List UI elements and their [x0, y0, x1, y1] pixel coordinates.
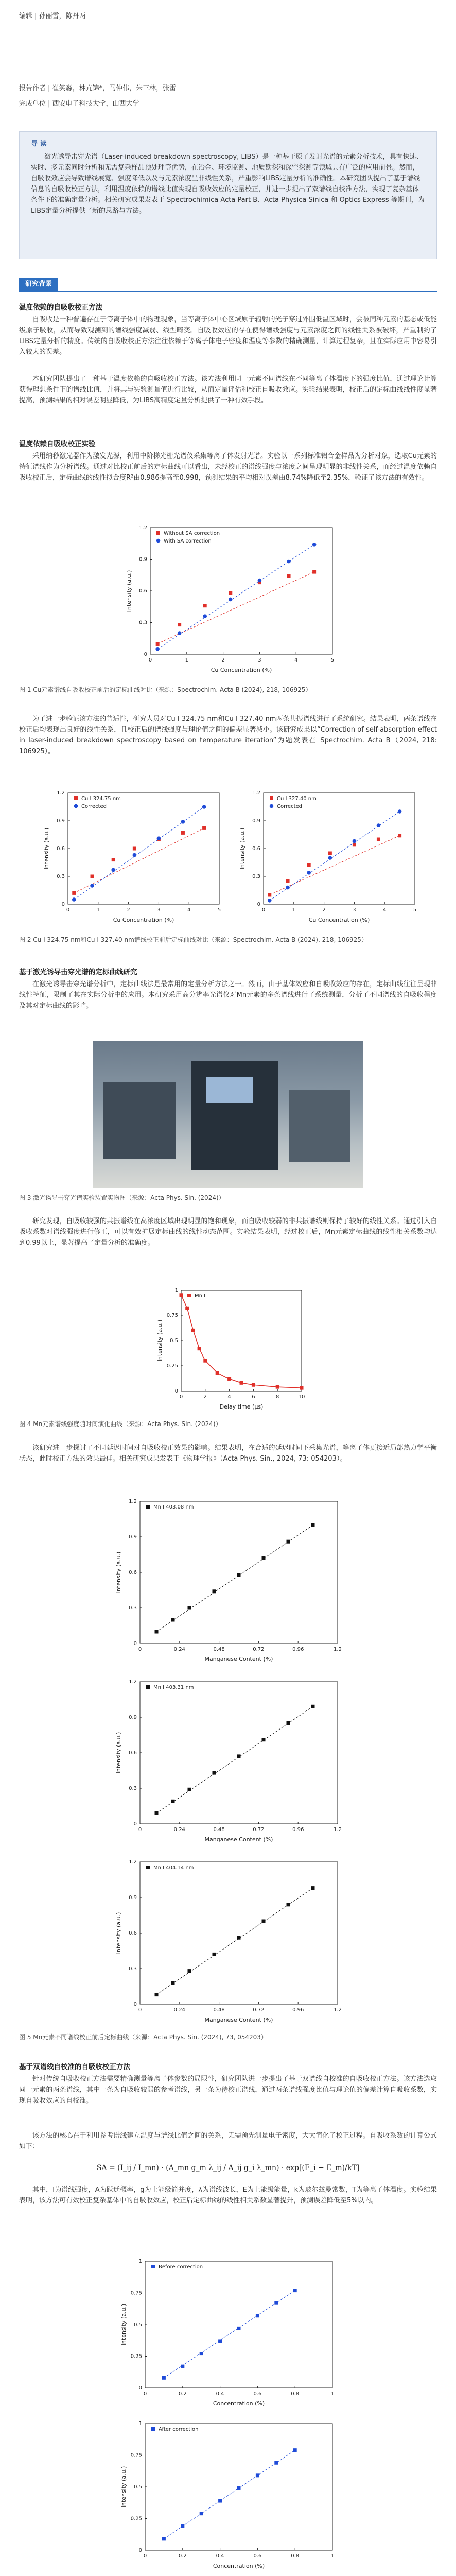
- y-tick-label: 0: [133, 2002, 137, 2007]
- legend-marker: [146, 1866, 150, 1869]
- legend-marker: [151, 2427, 155, 2431]
- data-point: [203, 604, 207, 607]
- legend-marker: [270, 796, 273, 800]
- data-point: [274, 2301, 278, 2305]
- data-point: [112, 858, 115, 861]
- x-tick-label: 1.2: [334, 1827, 342, 1833]
- data-point: [216, 1371, 219, 1375]
- data-point: [237, 2327, 241, 2330]
- data-point: [328, 856, 332, 860]
- y-tick-label: 0.6: [252, 846, 260, 852]
- y-tick-label: 0.5: [134, 2322, 142, 2328]
- x-tick-label: 0.72: [253, 1827, 265, 1833]
- x-tick-label: 0.96: [292, 1827, 304, 1833]
- y-tick-label: 0.6: [129, 1750, 137, 1756]
- x-tick-label: 2: [203, 1394, 207, 1400]
- x-axis-label: Concentration (%): [213, 2400, 265, 2407]
- legend-label: Mn I: [195, 1293, 206, 1299]
- experiment-setup-photo: [93, 1041, 363, 1188]
- y-tick-label: 0: [138, 2385, 142, 2391]
- x-tick-label: 0.72: [253, 2007, 265, 2013]
- legend-label: Mn I 404.14 nm: [153, 1865, 194, 1871]
- x-tick-label: 2: [221, 657, 225, 663]
- x-tick-label: 0.72: [253, 1647, 265, 1652]
- data-point: [311, 1886, 315, 1890]
- x-tick-label: 4: [187, 907, 191, 913]
- data-point: [178, 631, 182, 635]
- data-point: [311, 1705, 315, 1708]
- x-tick-label: 1: [292, 907, 295, 913]
- data-point: [185, 1307, 189, 1310]
- data-point: [213, 1589, 216, 1593]
- legend-marker: [156, 539, 161, 543]
- legend-label: Cu I 324.75 nm: [81, 796, 121, 802]
- data-point: [293, 2289, 297, 2292]
- section-title-background: 研究背景: [19, 278, 58, 291]
- y-tick-label: 0: [133, 1821, 137, 1827]
- x-tick-label: 8: [276, 1394, 279, 1400]
- data-point: [287, 560, 291, 564]
- legend-label: Corrected: [277, 804, 302, 809]
- abstract-box: [19, 131, 437, 259]
- data-point: [237, 2486, 241, 2490]
- y-tick-label: 0.9: [129, 1534, 137, 1540]
- data-point: [218, 2339, 222, 2343]
- legend-marker: [146, 1505, 150, 1509]
- data-point: [111, 868, 115, 872]
- legend-label: After correction: [159, 2427, 199, 2432]
- data-point: [287, 1903, 290, 1906]
- data-point: [256, 2473, 259, 2477]
- x-tick-label: 5: [330, 657, 335, 663]
- y-tick-label: 1.2: [252, 790, 260, 796]
- legend-marker: [270, 804, 274, 808]
- paragraph: 其中，I为谱线强度，A为跃迁概率，g为上能级简并度，λ为谱线波长，E为上能级能量，k为玻尔兹曼常数，T为等离子体温度。实验结果表明，该方法可有效校正复杂基体中的自吸收效应，校正后定标曲线的线性相关系数显著提升，预测误差降低至5%以内。: [19, 2186, 437, 2205]
- y-tick-label: 1: [174, 1287, 178, 1293]
- data-point: [287, 1721, 290, 1725]
- y-axis-label: Intensity (a.u.): [156, 1319, 163, 1362]
- paragraph: 本研究团队提出了一种基于温度依赖的自吸收校正方法。该方法利用同一元素不同谱线在不同等离子体温度下的强度比值，通过理论计算获得理想条件下的谱线比值，并将其与实验测量值进行比较，从而定量评估和校正自吸收效应。实验结果表明，校正后的定标曲线线性度显著提高，预测结果的相对误差明显降低，为LIBS高精度定量分析提供了一种有效手段。: [19, 375, 437, 404]
- data-point: [237, 1573, 241, 1577]
- legend-label: Corrected: [81, 804, 107, 809]
- y-tick-label: 0.9: [129, 1715, 137, 1720]
- y-axis-label: Intensity (a.u.): [115, 1551, 122, 1594]
- data-point: [274, 2461, 278, 2465]
- data-point: [268, 893, 271, 897]
- y-tick-label: 0.3: [129, 1605, 137, 1611]
- data-point: [377, 838, 380, 841]
- data-point: [203, 1359, 207, 1363]
- plot-frame: [181, 1290, 302, 1391]
- data-point: [227, 1377, 231, 1381]
- plot-frame: [140, 1501, 338, 1643]
- y-axis-label: Intensity (a.u.): [120, 2466, 127, 2508]
- y-axis-label: Intensity (a.u.): [115, 1912, 122, 1954]
- x-tick-label: 5: [217, 907, 221, 913]
- y-tick-label: 0.9: [252, 818, 260, 824]
- y-tick-label: 0.9: [57, 818, 65, 824]
- figure-4-chart: [154, 1283, 309, 1412]
- data-point: [200, 2352, 203, 2355]
- data-point: [188, 1969, 191, 1973]
- figure-6-panel-b: [118, 2416, 340, 2571]
- y-tick-label: 0.5: [170, 1338, 178, 1344]
- x-axis-label: Manganese Content (%): [204, 2016, 273, 2023]
- data-point: [133, 853, 137, 857]
- y-tick-label: 0.3: [57, 874, 65, 879]
- y-tick-label: 0.3: [129, 1786, 137, 1791]
- x-tick-label: 0.48: [213, 2007, 225, 2013]
- data-point: [258, 579, 262, 583]
- y-tick-label: 0: [61, 902, 65, 907]
- y-tick-label: 0.3: [252, 874, 260, 879]
- x-tick-label: 0: [138, 2007, 142, 2013]
- data-point: [155, 1993, 159, 1996]
- x-tick-label: 4: [227, 1394, 231, 1400]
- legend-label: With SA correction: [164, 538, 212, 544]
- data-point: [353, 839, 357, 843]
- x-axis-label: Manganese Content (%): [204, 1836, 273, 1843]
- data-point: [229, 591, 232, 595]
- subheading-calibration-curve: 基于激光诱导击穿光谱的定标曲线研究: [19, 968, 137, 976]
- y-tick-label: 0.6: [129, 1570, 137, 1575]
- plot-frame: [145, 2261, 332, 2388]
- data-point: [202, 826, 206, 830]
- data-point: [90, 884, 94, 888]
- paragraph: 在激光诱导击穿光谱分析中，定标曲线法是最常用的定量分析方法之一。然而，由于基体效应和自吸收效应的存在，定标曲线往往呈现非线性特征，限制了其在实际分析中的应用。本研究采用高分辨率光谱仪对Mn元素的多条谱线进行了系统测量，分析了不同谱线的自吸收程度及其对定标曲线的影响。: [19, 980, 437, 1010]
- data-point: [262, 1738, 266, 1741]
- x-tick-label: 0: [261, 907, 266, 913]
- data-point: [312, 543, 317, 547]
- data-point: [72, 897, 76, 902]
- x-tick-label: 0.6: [253, 2391, 262, 2397]
- x-tick-label: 4: [383, 907, 387, 913]
- paragraph: 自吸收是一种普遍存在于等离子体中的物理现象，当等离子体中心区域原子辐射的光子穿过外围低温区域时，会被同种元素的基态或低能级原子吸收，从而导致观测到的谱线强度减弱、线型畸变。自吸收效应的存在使得谱线强度与元素浓度之间的线性关系被破坏，严重制约了LIBS定量分析的精度。传统的自吸收校正方法往往依赖于等离子体电子密度和温度等参数的精确测量，计算过程复杂，且在实际应用中容易引入较大的误差。: [19, 316, 437, 356]
- x-tick-label: 10: [298, 1394, 305, 1400]
- data-point: [328, 852, 332, 855]
- paragraph: 采用纳秒激光器作为激发光源，利用中阶梯光栅光谱仪采集等离子体发射光谱。实验以一系列标准铝合金样品为分析对象，选取Cu元素的特征谱线作为分析谱线。通过对比校正前后的定标曲线可以看出，未经校正的谱线强度与浓度之间呈现明显的非线性关系，而经过温度依赖自吸收校正后，定标曲线的线性拟合度R²由0.986提高至0.998，预测结果的平均相对误差由8.74%降低至2.35%，验证了该方法的有效性。: [19, 452, 437, 482]
- y-tick-label: 0.9: [129, 1895, 137, 1901]
- x-tick-label: 0: [143, 2553, 147, 2559]
- x-tick-label: 0: [138, 1827, 142, 1833]
- authors-line: 报告作者 | 崔笑淼，林亢锦*，马仲伟，朱三林，张雷: [19, 84, 177, 92]
- data-point: [188, 1606, 191, 1610]
- y-axis-label: Intensity (a.u.): [43, 827, 50, 870]
- y-tick-label: 0: [138, 2548, 142, 2553]
- data-point: [240, 1381, 243, 1385]
- legend-label: Before correction: [159, 2264, 203, 2270]
- y-tick-label: 1.2: [129, 1679, 137, 1685]
- y-tick-label: 0.6: [129, 1930, 137, 1936]
- data-point: [180, 1293, 183, 1297]
- data-point: [237, 1754, 241, 1758]
- data-point: [171, 1800, 175, 1803]
- y-tick-label: 0.25: [130, 2353, 142, 2360]
- x-axis-label: Cu Concentration (%): [211, 667, 272, 673]
- x-tick-label: 4: [294, 657, 298, 663]
- data-point: [91, 875, 94, 878]
- paragraph: 针对传统自吸收校正方法需要精确测量等离子体参数的局限性，研究团队进一步提出了基于双谱线自校准的自吸收校正方法。该方法选取同一元素的两条谱线，其中一条为自吸收较弱的参考谱线，另一条为待校正谱线，通过两条谱线强度比值与理论值的偏差计算自吸收系数，实现自吸收效应的自校准。: [19, 2075, 437, 2105]
- data-point: [133, 847, 136, 851]
- y-tick-label: 0: [257, 902, 260, 907]
- x-tick-label: 0.4: [216, 2391, 224, 2397]
- y-tick-label: 1.2: [129, 1859, 137, 1865]
- y-tick-label: 0.75: [166, 1313, 178, 1318]
- x-tick-label: 0.6: [253, 2553, 262, 2559]
- x-tick-label: 0: [143, 2391, 147, 2397]
- figure-5-panel-b: [113, 1674, 345, 1844]
- y-tick-label: 0: [144, 652, 147, 657]
- x-tick-label: 2: [127, 907, 130, 913]
- legend-marker: [156, 531, 160, 535]
- data-point: [262, 1556, 266, 1560]
- y-tick-label: 0: [133, 1641, 137, 1647]
- y-tick-label: 1: [138, 2259, 142, 2264]
- abstract-text: 激光诱导击穿光谱（Laser-induced breakdown spectroscopy, LIBS）是一种基于原子发射光谱的元素分析技术，具有快速、实时、多元素同时分析和无需复杂样品预处理等优势，在冶金、环境监测、地质勘探和深空探测等领域具有广泛的应用前景。然而，自吸收效应会导致谱线展宽、强度降低以及与元素浓度呈非线性关系，严重影响LIBS定量分析的准确性。本研究团队提出了基于谱线信息的自吸收校正方法，利用温度依赖的谱线比值实现自吸收效应的定量校正，并进一步提出了双谱线自校准方法，实现了复杂基体条件下的准确定量分析。相关研究成果发表于 Spectrochimica Acta Part B、Acta Physica Sinica 和 Optics Express 等期刊，为LIBS定量分析提供了新的思路与方法。: [31, 153, 425, 215]
- data-point: [181, 2365, 184, 2368]
- x-tick-label: 0.24: [173, 1827, 185, 1833]
- legend-label: Mn I 403.08 nm: [153, 1504, 194, 1510]
- x-tick-label: 0.8: [291, 2553, 300, 2559]
- legend-marker: [74, 796, 78, 800]
- paragraph: 该研究进一步探讨了不同延迟时间对自吸收校正效果的影响。结果表明，在合适的延迟时间下采集光谱，等离子体更接近局部热力学平衡状态，此时校正方法的效果最佳。相关研究成果发表于《物理学报》（Acta Phys. Sin., 2024, 73: 054203）。: [19, 1444, 437, 1463]
- affiliation-line: 完成单位 | 西安电子科技大学，山西大学: [19, 100, 139, 108]
- figure-4-caption: 图 4 Mn元素谱线强度随时间演化曲线（来源：Acta Phys. Sin. (2024)）: [19, 1420, 222, 1428]
- data-point: [191, 1329, 195, 1332]
- paragraph: 该方法的核心在于利用参考谱线建立温度与谱线比值之间的关系，无需预先测量电子密度，大大简化了校正过程。自吸收系数的计算公式如下：: [19, 2132, 437, 2150]
- x-tick-label: 0.2: [178, 2553, 187, 2559]
- x-tick-label: 0.96: [292, 1647, 304, 1652]
- x-tick-label: 0.4: [216, 2553, 224, 2559]
- y-tick-label: 0.6: [139, 588, 147, 594]
- legend-label: Cu I 327.40 nm: [277, 796, 317, 802]
- plot-frame: [140, 1862, 338, 2004]
- data-point: [155, 647, 160, 651]
- data-point: [307, 863, 311, 867]
- x-tick-label: 6: [252, 1394, 255, 1400]
- data-point: [252, 1383, 255, 1387]
- data-point: [300, 1386, 304, 1390]
- data-point: [198, 1347, 201, 1350]
- data-point: [181, 820, 185, 824]
- paragraph: 为了进一步验证该方法的普适性，研究人员对Cu I 324.75 nm和Cu I 327.40 nm两条共振谱线进行了系统研究。结果表明，两条谱线在校正后均表现出良好的线性关系，且校正后的谱线强度与理论值之间的偏差显著减小。该研究成果以“Correction of self-absorption effect in laser-induced breakdown spectroscopy based on temperature iteration”为题发表在 Spectrochim. Acta B（2024, 218: 106925）。: [19, 715, 437, 755]
- data-point: [213, 1953, 216, 1956]
- data-point: [229, 598, 233, 602]
- x-tick-label: 0.48: [213, 1827, 225, 1833]
- x-tick-label: 0.48: [213, 1647, 225, 1652]
- figure-2-panel-a: [41, 786, 226, 925]
- figure-5-panel-a: [113, 1494, 345, 1664]
- plot-frame: [68, 793, 219, 904]
- data-point: [311, 1523, 315, 1527]
- y-tick-label: 0.75: [130, 2452, 142, 2459]
- y-tick-label: 0: [174, 1388, 178, 1394]
- figure-5-panel-c: [113, 1855, 345, 2025]
- data-point: [157, 836, 161, 840]
- data-point: [156, 642, 160, 646]
- data-point: [171, 1618, 175, 1622]
- legend-marker: [187, 1294, 191, 1297]
- y-tick-label: 0.3: [129, 1966, 137, 1972]
- data-point: [398, 834, 401, 837]
- x-tick-label: 0.8: [291, 2391, 300, 2397]
- x-axis-label: Cu Concentration (%): [308, 917, 370, 923]
- y-tick-label: 0.6: [57, 846, 65, 852]
- y-axis-label: Intensity (a.u.): [115, 1732, 122, 1774]
- data-point: [377, 823, 381, 827]
- data-point: [155, 1811, 159, 1815]
- x-tick-label: 0.24: [173, 2007, 185, 2013]
- data-point: [162, 2376, 166, 2380]
- figure-5-caption: 图 5 Mn元素不同谱线校正前后定标曲线（来源：Acta Phys. Sin. (2024), 73, 054203）: [19, 2033, 267, 2041]
- data-point: [286, 879, 290, 883]
- subheading-temperature-correction: 温度依赖的自吸收校正方法: [19, 303, 102, 312]
- data-point: [188, 1788, 191, 1791]
- x-tick-label: 1: [330, 2553, 335, 2559]
- y-axis-label: Intensity (a.u.): [120, 2303, 127, 2346]
- data-point: [237, 1936, 241, 1940]
- data-point: [262, 1920, 266, 1923]
- data-point: [293, 2448, 297, 2452]
- x-tick-label: 0.24: [173, 1647, 185, 1652]
- formula: SA = (I_ij / I_mn) · (A_mn g_m λ_ij / A_ij g_i λ_mn) · exp[(E_i − E_m)/kT]: [96, 2164, 360, 2172]
- legend-marker: [146, 1685, 150, 1689]
- y-axis-label: Intensity (a.u.): [126, 570, 132, 612]
- legend-label: Without SA correction: [164, 531, 220, 536]
- data-point: [287, 1540, 290, 1544]
- data-point: [256, 2314, 259, 2317]
- data-point: [171, 1981, 175, 1985]
- plot-frame: [150, 528, 332, 654]
- data-point: [312, 570, 316, 574]
- data-point: [181, 831, 185, 835]
- x-tick-label: 0: [148, 657, 152, 663]
- y-tick-label: 0.75: [130, 2290, 142, 2296]
- data-point: [72, 891, 76, 895]
- x-tick-label: 3: [157, 907, 161, 913]
- figure-6-panel-a: [118, 2254, 340, 2409]
- y-tick-label: 1.2: [139, 525, 147, 531]
- x-tick-label: 3: [258, 657, 261, 663]
- legend-label: Mn I 403.31 nm: [153, 1685, 194, 1690]
- data-point: [202, 805, 206, 809]
- x-tick-label: 0: [179, 1394, 183, 1400]
- x-axis-label: Manganese Content (%): [204, 1656, 273, 1663]
- y-tick-label: 0.9: [139, 556, 147, 563]
- figure-1-caption: 图 1 Cu元素谱线自吸收校正前后的定标曲线对比（来源：Spectrochim. Acta B (2024), 218, 106925）: [19, 686, 312, 693]
- abstract-heading: 导 读: [31, 140, 47, 148]
- y-tick-label: 1.2: [129, 1499, 137, 1504]
- y-axis-label: Intensity (a.u.): [239, 827, 245, 870]
- paragraph: 研究发现，自吸收较强的共振谱线在高浓度区域出现明显的饱和现象，而自吸收较弱的非共振谱线则保持了较好的线性关系。通过引入自吸收系数对谱线强度进行修正，可以有效扩展定标曲线的线性动态范围。实验结果表明，经过校正后，Mn元素定标曲线的线性相关系数均达到0.99以上，显著提高了定量分析的准确度。: [19, 1217, 437, 1247]
- plot-frame: [140, 1682, 338, 1824]
- x-tick-label: 2: [322, 907, 326, 913]
- x-tick-label: 3: [353, 907, 356, 913]
- x-tick-label: 0.96: [292, 2007, 304, 2013]
- x-tick-label: 0.2: [178, 2391, 187, 2397]
- editor-line: 编辑 | 孙丽雪，陈丹两: [19, 12, 86, 20]
- figure-2-caption: 图 2 Cu I 324.75 nm和Cu I 327.40 nm谱线校正前后定标曲线对比（来源：Spectrochim. Acta B (2024), 218, 106925）: [19, 936, 367, 943]
- section-divider: [19, 291, 437, 292]
- data-point: [286, 886, 290, 890]
- legend-marker: [151, 2265, 155, 2268]
- x-tick-label: 1: [185, 657, 188, 663]
- x-tick-label: 1: [330, 2391, 335, 2397]
- y-tick-label: 0.25: [130, 2516, 142, 2522]
- data-point: [218, 2499, 222, 2503]
- x-tick-label: 1.2: [334, 1647, 342, 1652]
- subheading-experiment: 温度依赖自吸收校正实验: [19, 440, 96, 448]
- data-point: [200, 2512, 203, 2515]
- data-point: [398, 809, 402, 814]
- x-tick-label: 5: [413, 907, 417, 913]
- data-point: [181, 2524, 184, 2528]
- data-point: [307, 871, 311, 875]
- legend-marker: [74, 804, 78, 808]
- data-point: [203, 614, 207, 618]
- data-point: [155, 1630, 159, 1634]
- y-tick-label: 0.3: [139, 620, 147, 626]
- y-tick-label: 1.2: [57, 790, 65, 796]
- figure-1-chart: [124, 520, 340, 675]
- y-tick-label: 0.25: [166, 1363, 178, 1369]
- y-tick-label: 1: [138, 2421, 142, 2427]
- x-axis-label: Cu Concentration (%): [113, 917, 174, 923]
- x-tick-label: 0: [66, 907, 70, 913]
- x-tick-label: 0: [138, 1647, 142, 1652]
- x-tick-label: 1: [96, 907, 100, 913]
- data-point: [268, 899, 272, 903]
- data-point: [178, 623, 181, 626]
- data-point: [287, 574, 291, 578]
- x-tick-label: 1.2: [334, 2007, 342, 2013]
- y-tick-label: 0.5: [134, 2484, 142, 2490]
- x-axis-label: Concentration (%): [213, 2563, 265, 2569]
- x-axis-label: Delay time (μs): [219, 1403, 264, 1410]
- figure-3-caption: 图 3 激光诱导击穿光谱实验装置实物图（来源：Acta Phys. Sin. (2024)）: [19, 1194, 225, 1201]
- data-point: [162, 2537, 166, 2540]
- data-point: [213, 1771, 216, 1775]
- subheading-doublet: 基于双谱线自校准的自吸收校正方法: [19, 2063, 130, 2071]
- figure-2-panel-b: [237, 786, 422, 925]
- data-point: [276, 1385, 279, 1389]
